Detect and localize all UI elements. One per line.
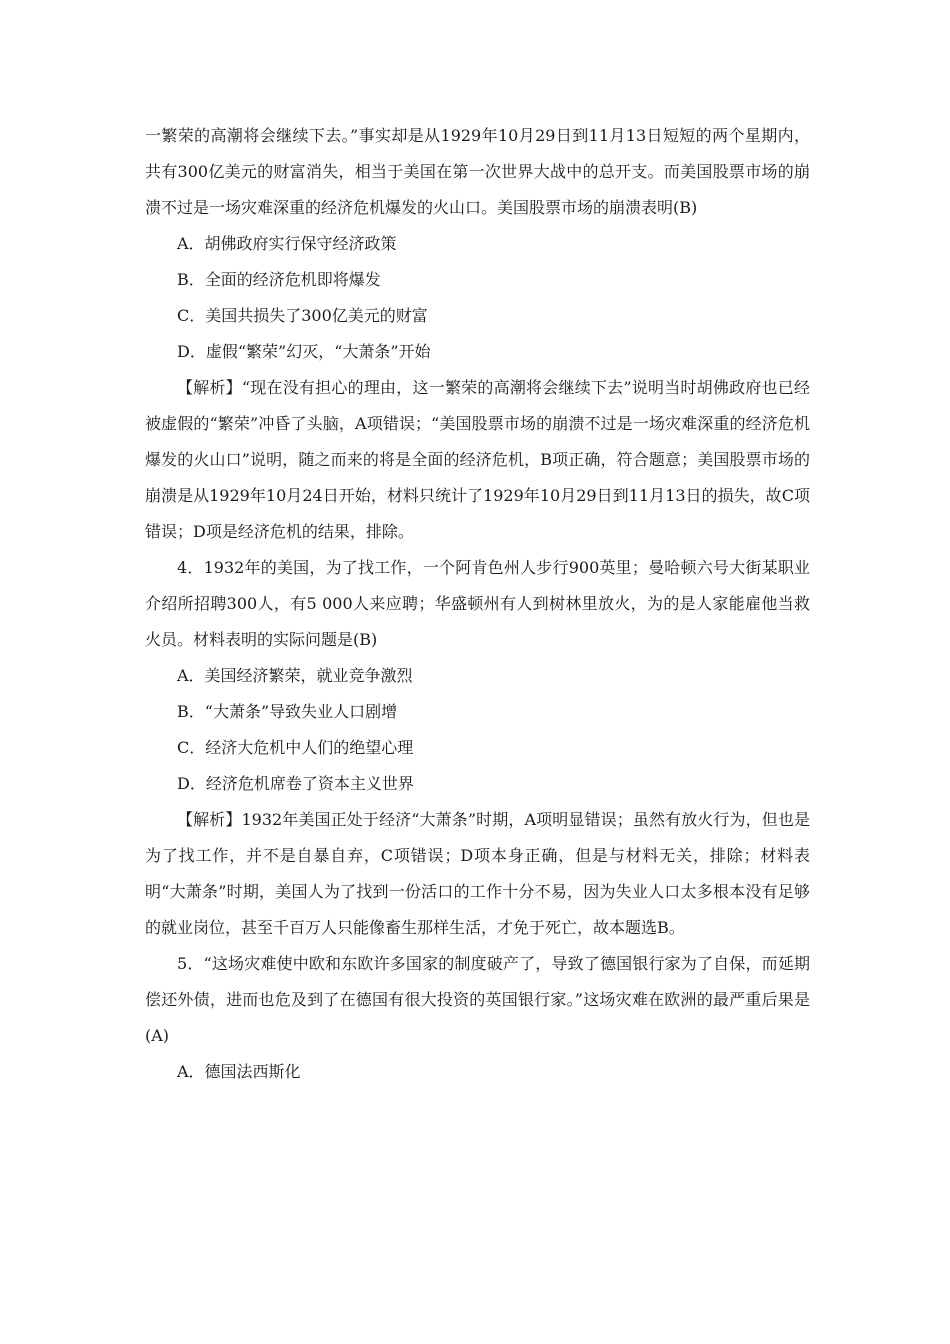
q3-stem-continuation: 一繁荣的高潮将会继续下去。”事实却是从1929年10月29日到11月13日短短的两个星期内，共有300亿美元的财富消失，相当于美国在第一次世界大战中的总开支。而美国股票市场的崩溃不过是一场灾难深重的经济危机爆发的火山口。美国股票市场的崩溃表明(B) xyxy=(145,126,810,217)
q3-option-a: A．胡佛政府实行保守经济政策 xyxy=(177,234,397,253)
q5-option-a: A．德国法西斯化 xyxy=(177,1062,301,1081)
q3-option-c: C．美国共损失了300亿美元的财富 xyxy=(177,306,428,325)
q4-stem: 4．1932年的美国，为了找工作，一个阿肯色州人步行900英里；曼哈顿六号大街某职业介绍所招聘300人，有5 000人来应聘；华盛顿州有人到树林里放火，为的是人家能雇他当救火员。材料表明的实际问题是(B) xyxy=(145,558,810,649)
q4-option-c: C．经济大危机中人们的绝望心理 xyxy=(177,738,414,757)
q4-analysis: 【解析】1932年美国正处于经济“大萧条”时期，A项明显错误；虽然有放火行为，但也是为了找工作，并不是自暴自弃，C项错误；D项本身正确，但是与材料无关，排除；材料表明“大萧条”时期，美国人为了找到一份活口的工作十分不易，因为失业人口太多根本没有足够的就业岗位，甚至千百万人只能像畜生那样生活，才免于死亡，故本题选B。 xyxy=(145,810,810,937)
q4-option-b: B．“大萧条”导致失业人口剧增 xyxy=(177,702,398,721)
q5-stem: 5．“这场灾难使中欧和东欧许多国家的制度破产了，导致了德国银行家为了自保，而延期偿还外债，进而也危及到了在德国有很大投资的英国银行家。”这场灾难在欧洲的最严重后果是(A) xyxy=(145,954,810,1045)
q3-analysis: 【解析】“现在没有担心的理由，这一繁荣的高潮将会继续下去”说明当时胡佛政府也已经被虚假的“繁荣”冲昏了头脑，A项错误；“美国股票市场的崩溃不过是一场灾难深重的经济危机爆发的火山口”说明，随之而来的将是全面的经济危机，B项正确，符合题意；美国股票市场的崩溃是从1929年10月24日开始，材料只统计了1929年10月29日到11月13日的损失，故C项错误；D项是经济危机的结果，排除。 xyxy=(145,378,810,541)
document-page xyxy=(145,118,810,1090)
q3-option-d: D．虚假“繁荣”幻灭，“大萧条”开始 xyxy=(177,342,431,361)
q4-option-a: A．美国经济繁荣，就业竞争激烈 xyxy=(177,666,413,685)
q4-option-d: D．经济危机席卷了资本主义世界 xyxy=(177,774,414,793)
q3-option-b: B．全面的经济危机即将爆发 xyxy=(177,270,381,289)
